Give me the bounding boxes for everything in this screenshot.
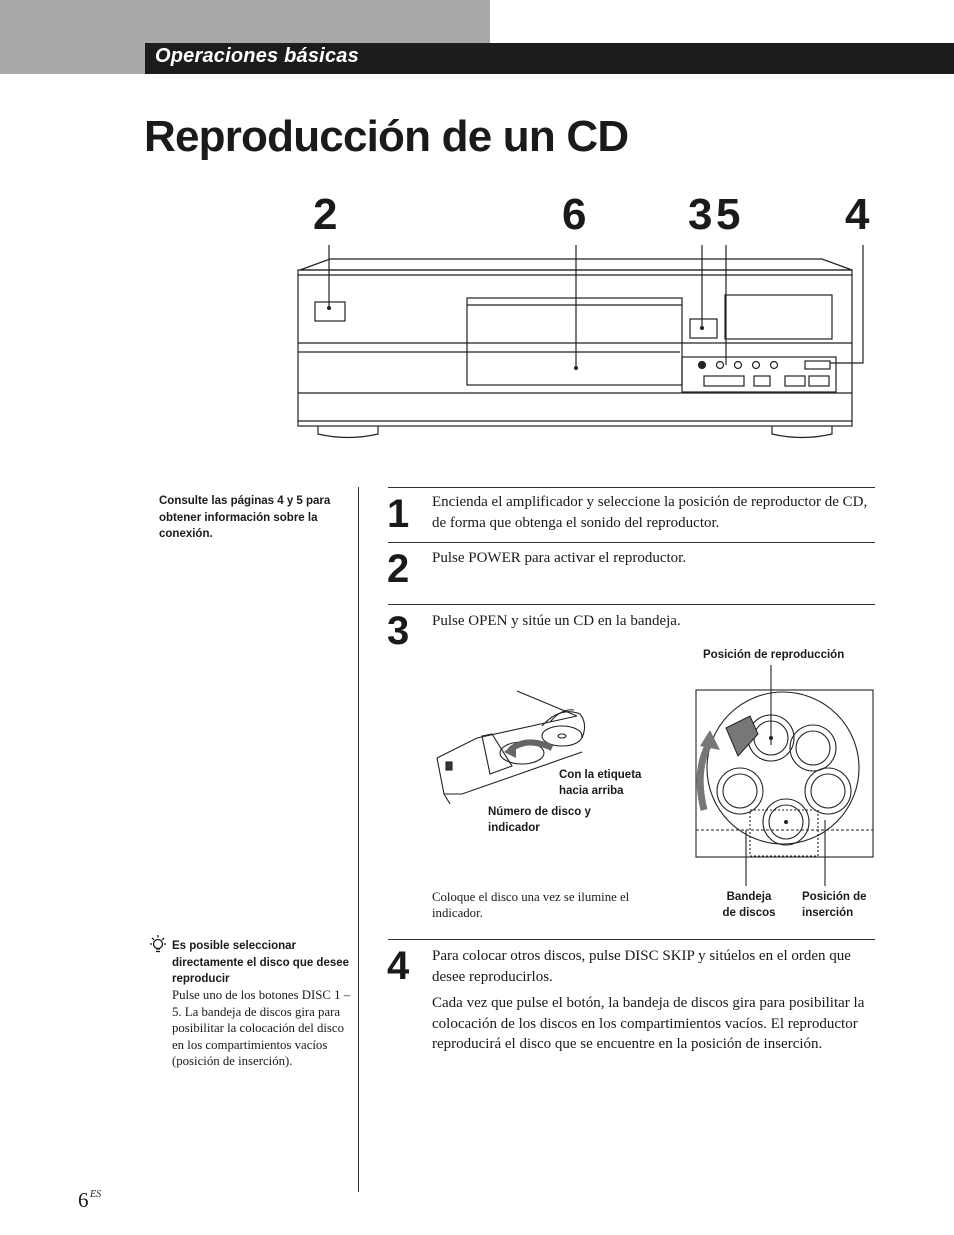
page-suffix: ES xyxy=(90,1189,102,1200)
step-3-text: Pulse OPEN y sitúe un CD en la bandeja. xyxy=(432,613,681,629)
callout-4: 4 xyxy=(845,190,870,239)
section-title: Operaciones básicas xyxy=(155,45,359,67)
step-4-text-detail: Cada vez que pulse el botón, la bandeja de discos gira para posibilitar la colocación de los discos en los compartimientos vacíos. El reproductor reproducirá el disco que se encuentre en la posición de inserción. xyxy=(432,995,865,1052)
label-play-position: Posición de reproducción xyxy=(703,649,845,661)
step-2-number: 2 xyxy=(387,547,410,591)
step-4-number: 4 xyxy=(387,944,410,988)
callout-2: 2 xyxy=(313,190,338,239)
step-2-rule xyxy=(388,542,875,543)
label-tray: Bandeja de discos xyxy=(722,891,776,919)
step-4-text: Para colocar otros discos, pulse DISC SKIP y sitúelos en el orden que desee reproducirlos. xyxy=(432,948,851,985)
step-1-number: 1 xyxy=(387,492,410,536)
tip-title: Es posible seleccionar directamente el disco que desee reproducir xyxy=(172,940,350,985)
connection-note: Consulte las páginas 4 y 5 para obtener información sobre la conexión. xyxy=(159,495,331,540)
callout-6: 6 xyxy=(562,190,587,239)
step-3-rule xyxy=(388,604,875,605)
column-divider xyxy=(358,487,359,1192)
disc-tray-diagram xyxy=(688,660,888,860)
tip-icon xyxy=(148,934,168,956)
step-1-text: Encienda el amplificador y seleccione la posición de reproductor de CD, de forma que obtenga el sonido del reproductor. xyxy=(432,494,868,531)
page-title: Reproducción de un CD xyxy=(144,112,629,161)
tip-body: Pulse uno de los botones DISC 1 – 5. La bandeja de discos gira para posibilitar la colocación del disco en los compartimientos vacíos (posición de inserción). xyxy=(172,988,351,1068)
label-label-up: Con la etiqueta hacia arriba xyxy=(559,769,642,797)
page-number: 6 xyxy=(78,1188,89,1212)
callout-5: 5 xyxy=(716,190,741,239)
step-4-rule xyxy=(388,939,875,940)
figure-caption: Coloque el disco una vez se ilumine el indicador. xyxy=(432,890,630,920)
step-1-rule xyxy=(388,487,875,488)
callout-3: 3 xyxy=(688,190,713,239)
label-disc-number: Número de disco y indicador xyxy=(488,806,591,834)
step-3-number: 3 xyxy=(387,609,410,653)
step-2-text: Pulse POWER para activar el reproductor. xyxy=(432,550,687,566)
cd-player-illustration xyxy=(290,235,870,445)
label-insert-position: Posición de inserción xyxy=(802,891,867,919)
